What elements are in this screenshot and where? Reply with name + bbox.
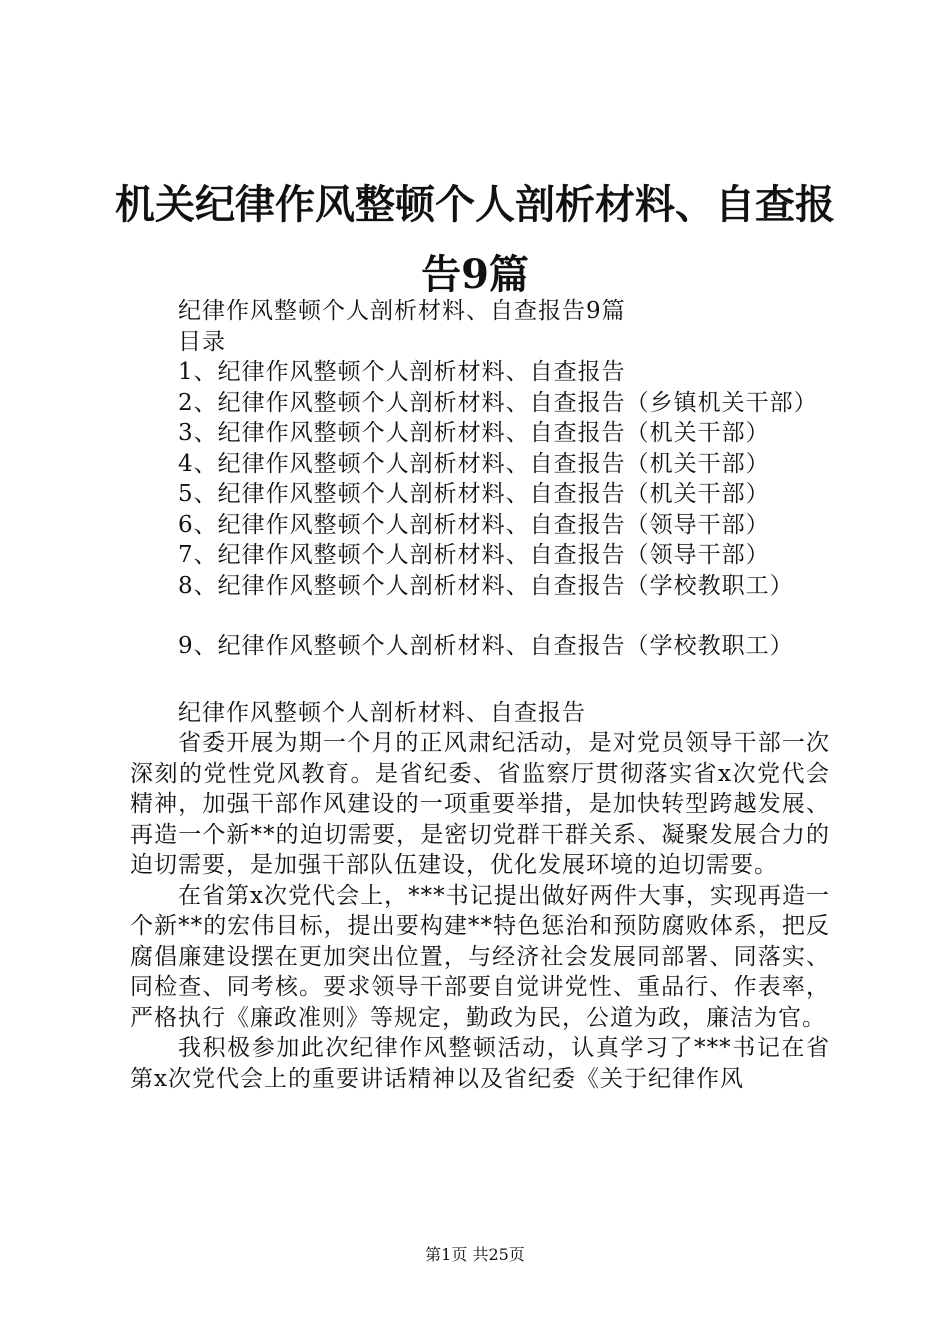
body-paragraph-1: 省委开展为期一个月的正风肃纪活动，是对党员领导干部一次深刻的党性党风教育。是省纪委、省监察厅贯彻落实省x次党代会精神，加强干部作风建设的一项重要举措，是加快转型跨越发展、再造一个新**的迫切需要，是密切党群干群关系、凝聚发展合力的迫切需要，是加强干部队伍建设，优化发展环境的迫切需要。 — [130, 730, 830, 878]
body-paragraph-2: 在省第x次党代会上，***书记提出做好两件大事，实现再造一个新**的宏伟目标，提出要构建**特色惩治和预防腐败体系，把反腐倡廉建设摆在更加突出位置，与经济社会发展同部署、同落实、同检查、同考核。要求领导干部要自觉讲党性、重品行、作表率，严格执行《廉政准则》等规定，勤政为民，公道为政，廉洁为官。 — [130, 882, 830, 1031]
spacer — [130, 662, 830, 698]
toc-item-8[interactable]: 8、纪律作风整顿个人剖析材料、自查报告（学校教职工） — [178, 572, 794, 599]
toc-item-2[interactable]: 2、纪律作风整顿个人剖析材料、自查报告（乡镇机关干部） — [178, 389, 818, 416]
spacer — [130, 601, 830, 631]
toc-item-6[interactable]: 6、纪律作风整顿个人剖析材料、自查报告（领导干部） — [178, 511, 770, 538]
section-heading: 纪律作风整顿个人剖析材料、自查报告 — [178, 699, 586, 726]
document-body — [130, 296, 830, 1094]
toc-item-5[interactable]: 5、纪律作风整顿个人剖析材料、自查报告（机关干部） — [178, 481, 770, 507]
toc-item-7[interactable]: 7、纪律作风整顿个人剖析材料、自查报告（领导干部） — [178, 542, 770, 568]
toc-item-1[interactable]: 1、纪律作风整顿个人剖析材料、自查报告 — [178, 359, 626, 385]
document-title: 机关纪律作风整顿个人剖析材料、自查报告9篇 — [115, 181, 835, 298]
page-footer: 第1页 共25页 — [425, 1245, 525, 1264]
toc-heading: 目录 — [178, 328, 226, 355]
body-paragraph-3: 我积极参加此次纪律作风整顿活动，认真学习了***书记在省第x次党代会上的重要讲话精神以及省纪委《关于纪律作风 — [130, 1035, 830, 1092]
toc-item-9[interactable]: 9、纪律作风整顿个人剖析材料、自查报告（学校教职工） — [178, 633, 794, 659]
toc-item-4[interactable]: 4、纪律作风整顿个人剖析材料、自查报告（机关干部） — [178, 450, 770, 477]
document-subtitle: 纪律作风整顿个人剖析材料、自查报告9篇 — [178, 298, 626, 324]
toc-item-3[interactable]: 3、纪律作风整顿个人剖析材料、自查报告（机关干部） — [178, 420, 770, 446]
